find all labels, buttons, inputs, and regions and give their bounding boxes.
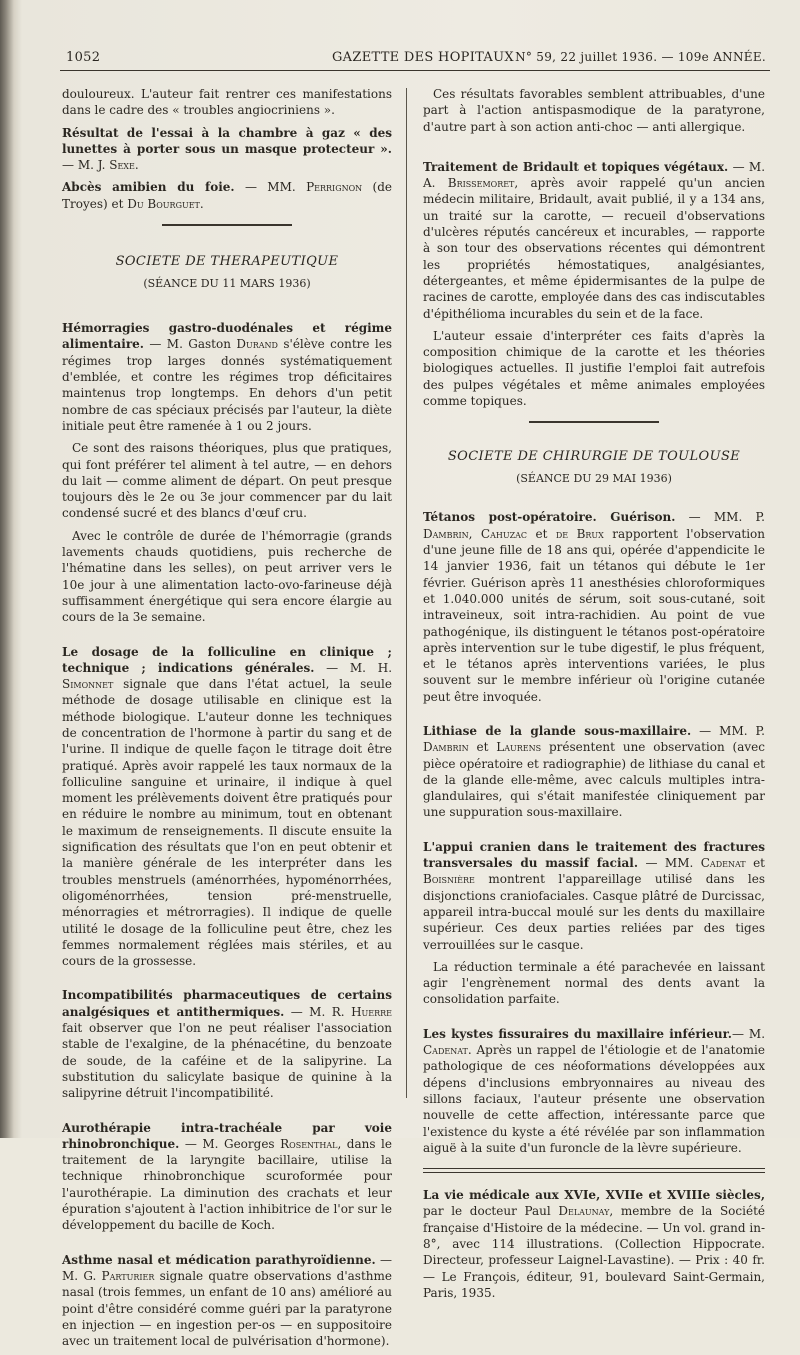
abstract-text: et [468, 740, 497, 755]
column-divider [406, 88, 407, 1098]
abstract-title: Lithiase de la glande sous-maxillaire. [423, 724, 692, 738]
abstract-text: — MM. P. [675, 510, 765, 525]
author-name: Huerre [351, 1004, 392, 1019]
right-intro: Ces résultats favorables semblent attribuables, d'une part à l'action antispasmodique de la paratyrone, d'autre part à son action anti-choc — anti allergique. [423, 87, 765, 134]
author-name: Cahuzac [480, 526, 528, 541]
author-name: Durand [236, 337, 278, 352]
abstract-title: Tétanos post-opératoire. Guérison. [423, 510, 676, 525]
abstract-text: — MM. [638, 856, 701, 871]
author-name: de Brux [555, 526, 604, 541]
abstract-text: s'élève contre les régimes trop larges donnés systématiquement d'emblée, et contre les régimes trop déficitaires maintenus trop longtemps. En dehors d'un petit nombre de cas spéciaux précisés par l'auteur, la diète initiale peut être ramenée à 1 ou 2 jours. [62, 337, 392, 433]
abstract-appui-cranien [423, 839, 765, 953]
abstract-text: signale que dans l'état actuel, la seule méthode de dosage utilisable en clinique est la méthode biologique. L'auteur donne les techniques de concentration de l'hormone à partir du sang et de l'urine. Il indique de quelle façon le titrage doit être pratiqué. Après avoir rappelé les taux normaux de la folliculine sanguine et urinaire, il indique à quel moment les prélèvements doivent être pratiqués pour en réduire le nombre au minimum, tout en obtenant le maximum de renseignements. Il discute ensuite la signification des résultats que l'on en peut obtenir et la manière générale de les interpréter dans les troubles menstruels (aménorrhées, hypoménorrhées, oligoménorrhées, tension pré-menstruelle, ménorragies et métrorragies). Il indique de quelle utilité le dosage de la folliculine peut être, chez les femmes normalement réglées mais stériles, et au cours de la grossesse. [62, 677, 392, 969]
abstract-title: Le dosage de la folliculine en clinique ; technique ; indications générales. [62, 644, 392, 675]
author-name: Boisnière [423, 872, 475, 887]
abstract-paragraph: La réduction terminale a été parachevée en laissant agir l'engrènement normal des dents avant la consolidation parfaite. [423, 959, 765, 1007]
abstract-text: . Après un rappel de l'étiologie et de l'anatomie pathologique de ces néoformations développées aux dépens d'inclusions embryonnaires au niveau des sillons faciaux, l'auteur présente une observation nouvelle de cette affection, intéressante parce que l'existence du kyste a été révélée par son inflammation aiguë à la suite d'un furoncle de la lèvre supérieure. [423, 1043, 765, 1155]
author-name: Dambrin [423, 526, 469, 541]
abstract-title: L'appui cranien dans le traitement des fractures transversales du massif facial. [423, 839, 765, 871]
abstract-title: Les kystes fissuraires du maxillaire inférieur. [423, 1026, 732, 1041]
abstract-paragraph: Ce sont des raisons théoriques, plus que pratiques, qui font préférer tel aliment à tel autre, — en dehors du lait — comme aliment de départ. On peut presque toujours dès le 2e ou 3e jour commencer par du lait condensé sucré et des blancs d'œuf cru. [62, 441, 392, 521]
section-title: SOCIETE DE CHIRURGIE DE TOULOUSE [447, 448, 741, 464]
author-name: Cadenat [423, 1043, 468, 1058]
abstract-paragraph: L'auteur essaie d'interpréter ces faits d'après la composition chimique de la carotte et les théories biologiques actuelles. Il justifie l'emploi fait autrefois des pulpes végétales et même animales employées comme topiques. [423, 328, 765, 409]
abstract-text: — M. A. [423, 159, 766, 191]
abstract-text: et [527, 526, 556, 541]
left-column [62, 86, 392, 1355]
abstract-folliculine [62, 644, 392, 970]
abstract-title: Résultat de l'essai à la chambre à gaz « des lunettes à porter sous un masque protecteur ». [62, 125, 392, 156]
author-name: Laurens [496, 740, 542, 755]
abstract-text: — M. [731, 1026, 766, 1041]
author-name: Rosenthal [280, 1136, 338, 1151]
author-name: Du Bourguet [127, 196, 200, 211]
abstract-text: — M. G. [62, 1252, 392, 1283]
author-name: Brissemoret [447, 176, 515, 191]
abstract-text: et [745, 856, 765, 871]
abstract-bridault [423, 159, 765, 322]
abstract-text: , dans le traitement de la laryngite bacillaire, utilise la technique rhinobronchique scuroformée pour l'aurothérapie. La diminution des crachats et leur épuration s'ajoutent à l'action inhibitrice de l'or sur le développement du bacille de Koch. [62, 1136, 392, 1233]
abstract-asthme [62, 1252, 392, 1350]
abstract-text: présentent une observation (avec pièce opératoire et radiographie) de lithiase du canal et de la glande elle-même, avec calculs multiples intra-glandulaires, qui s'était manifestée cliniquement par une suppuration sous-maxillaire. [423, 740, 765, 820]
left-intro: douloureux. L'auteur fait rentrer ces manifestations dans le cadre des « troubles angiocriniens ». [62, 87, 392, 118]
abstract-text: fait observer que l'on ne peut réaliser l'association stable de l'exalgine, de la phénacétine, du benzoate de soude, de la caféine et de la salipyrine. La substitution du salicylate basique de quinine à la salipyrine détruit l'incompatibilité. [62, 1021, 392, 1101]
section-rule [162, 224, 292, 226]
abstract-kystes [423, 1026, 765, 1156]
abstract-text: — M. Gaston [143, 337, 237, 352]
section-heading-therapeutique [62, 224, 392, 292]
abstract-aurotherapie [62, 1120, 392, 1234]
abstract-masque: Résultat de l'essai à la chambre à gaz « des lunettes à porter sous un masque protecteur ». — M. J. Sexe. [62, 125, 392, 173]
issue-info: N° 59, 22 juillet 1936. — 109e ANNÉE. [515, 50, 766, 64]
abstract-title: Hémorragies gastro-duodénales et régime alimentaire. [62, 321, 392, 352]
abstract-text: (de Troyes) et [62, 180, 392, 211]
journal-title: GAZETTE DES HOPITAUX [332, 50, 514, 65]
abstract-text: rapportent l'observation d'une jeune fille de 18 ans qui, opérée d'appendicite le 14 janvier 1936, fait un tétanos qui débute le 1er février. Guérison après 11 anesthésies chloroformiques et 1.040.000 unités de sérum, soit sous-cutané, soit intraveineux, soit intra-rachidien. Au point de vue pathogénique, ils distinguent le tétanos post-opératoire après intervention sur le tube digestif, le plus fréquent, et le tétanos après interventions variées, le plus souvent sur le membre inférieur où l'origine cutanée peut être invoquée. [423, 526, 766, 704]
author-name: Simonnet [62, 677, 114, 692]
abstract-hemorragies [62, 320, 392, 434]
abstract-abces: Abcès amibien du foie. — MM. Perrignon (de Troyes) et Du Bourguet. [62, 180, 392, 211]
abstract-text: — M. Georges [179, 1136, 281, 1151]
abstract-text: montrent l'appareillage utilisé dans les disjonctions craniofaciales. Casque plâtré de Durcissac, appareil intra-buccal moulé sur les dents du maxillaire supérieur. Ces deux parties reliées par des tiges verrouillées sur le casque. [423, 872, 765, 952]
abstract-title: Traitement de Bridault et topiques végétaux. [423, 159, 729, 174]
abstract-incompatibilites [62, 987, 392, 1101]
page-number: 1052 [66, 50, 101, 65]
double-rule [423, 1168, 765, 1173]
book-title: La vie médicale aux XVIe, XVIIe et XVIIIe siècles, [423, 1188, 765, 1203]
section-subtitle: (SÉANCE DU 11 MARS 1936) [143, 276, 311, 290]
author-name: Dambrin [423, 740, 469, 755]
book-notice [423, 1187, 765, 1301]
abstract-text: — M. R. [284, 1004, 352, 1019]
abstract-text: signale quatre observations d'asthme nasal (trois femmes, un enfant de 10 ans) amélioré au point d'être considéré comme guéri par la paratyrone en injection — en ingestion per-os — en suppositoire avec un traitement local de pulvérisation d'hormone). [62, 1268, 392, 1349]
abstract-text: , [468, 526, 481, 541]
abstract-text: — MM. [234, 180, 307, 195]
abstract-title: Abcès amibien du foie. [62, 180, 235, 195]
abstract-title: Asthme nasal et médication parathyroïdienne. [62, 1252, 376, 1267]
section-rule [529, 421, 659, 423]
abstract-text: , après avoir rappelé qu'un ancien médecin militaire, Bridault, avait publié, il y a 134 ans, un traité sur la carotte, — recueil d'observations d'ulcères réputés cancéreux et incurables, — rapporte à son tour des observations récentes qui démontrent les propriétés hémostatiques, analgésiantes, détergeantes, et même épidermisantes de la pulpe de racines de carotte, employée dans des cas indiscutables d'épithélioma incurables du sein et de la face. [423, 176, 765, 321]
running-header [60, 48, 770, 71]
abstract-tetanos [423, 509, 765, 705]
abstract-lithiase [423, 723, 765, 821]
author-name: Cadenat [700, 856, 746, 871]
book-text: par le docteur Paul [423, 1204, 559, 1219]
abstract-title: Incompatibilités pharmaceutiques de certains analgésiques et antithermiques. [62, 988, 392, 1019]
author-name: Perrignon [306, 180, 363, 195]
section-heading-chirurgie [423, 421, 765, 487]
abstract-text: — MM. P. [691, 724, 765, 738]
abstract-title: Aurothérapie intra-trachéale par voie rhinobronchique. [62, 1120, 392, 1151]
book-text: , membre de la Société française d'Histoire de la médecine. — Un vol. grand in-8°, avec 114 illustrations. (Collection Hippocrate. Directeur, professeur Laignel-Lavastine). — Prix : 40 fr. — Le François, éditeur, 91, boulevard Saint-Germain, Paris, 1935. [423, 1204, 765, 1300]
author-name: Sexe [109, 158, 135, 173]
author-name: Parturier [101, 1268, 155, 1283]
section-title: SOCIETE DE THERAPEUTIQUE [115, 253, 339, 269]
section-subtitle: (SÉANCE DU 29 MAI 1936) [516, 472, 672, 486]
abstract-text: — M. H. [314, 660, 393, 675]
right-column [423, 86, 765, 1307]
author-name: Delaunay [558, 1204, 610, 1219]
abstract-text: — M. J. [62, 158, 110, 173]
abstract-paragraph: Avec le contrôle de durée de l'hémorragie (grands lavements chauds quotidiens, puis recherche de l'hématine dans les selles), on peut arriver vers le 10e jour à une alimentation lacto-ovo-farineuse déjà suffisamment énergétique qui sera encore élargie au cours de la 3e semaine. [62, 528, 392, 625]
